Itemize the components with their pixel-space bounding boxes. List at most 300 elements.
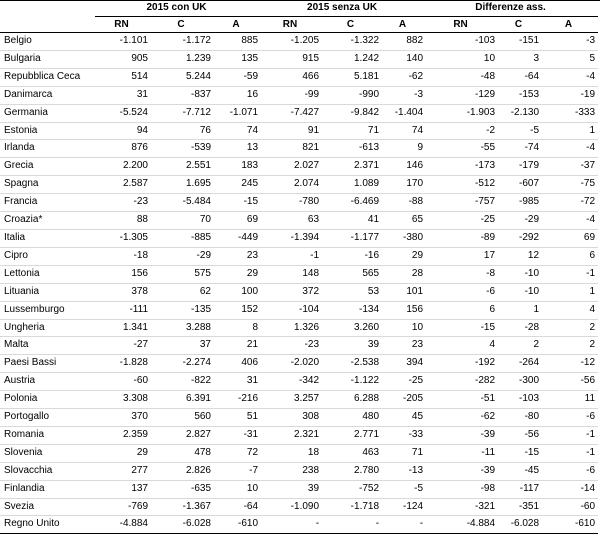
table-row [0, 462, 598, 480]
value-cell: -1.394 [290, 231, 320, 243]
value-cell: 3.257 [294, 393, 320, 405]
value-cell: 65 [411, 214, 424, 226]
value-cell: -11 [481, 446, 496, 458]
value-cell: -99 [304, 88, 320, 100]
value-cell: 1 [589, 124, 596, 136]
value-cell: -822 [190, 375, 211, 387]
value-cell: 463 [362, 446, 380, 458]
value-cell: 69 [583, 231, 596, 243]
value-cell: -64 [524, 70, 540, 82]
value-cell: -1.367 [182, 500, 211, 512]
country-cell: Belgio [4, 35, 32, 46]
value-cell: 3.260 [354, 321, 380, 333]
country-cell: Svezia [4, 500, 35, 512]
country-cell: Repubblica Ceca [4, 70, 81, 82]
country-cell: Italia [4, 231, 26, 243]
table-row [0, 301, 598, 319]
country-cell: Spagna [4, 178, 39, 190]
value-cell: 16 [246, 88, 259, 100]
value-cell: 156 [131, 267, 148, 279]
value-cell: 74 [246, 124, 259, 136]
value-cell: - [419, 518, 424, 530]
value-cell: 10 [411, 321, 424, 333]
value-cell: -29 [524, 214, 540, 226]
sub-header-rn: RN [114, 19, 129, 30]
value-cell: -752 [359, 482, 380, 494]
value-cell: -124 [403, 500, 424, 512]
value-cell: 146 [406, 160, 424, 172]
table-row [0, 212, 598, 230]
value-cell: 5 [589, 52, 596, 64]
sub-header-rn: RN [282, 19, 298, 30]
corner-cell [0, 0, 95, 17]
value-cell: 2.826 [185, 464, 211, 476]
value-cell: 23 [411, 339, 424, 351]
value-cell: -8 [486, 267, 496, 279]
value-cell: 183 [241, 160, 259, 172]
value-cell: -62 [408, 70, 424, 82]
value-cell: 18 [307, 446, 320, 458]
value-cell: -104 [299, 303, 320, 315]
value-cell: -117 [519, 482, 540, 494]
country-cell: Irlanda [4, 142, 35, 154]
value-cell: 1.695 [185, 178, 211, 190]
value-cell: 245 [241, 178, 259, 190]
table-body [0, 33, 598, 534]
table-row [0, 426, 598, 444]
table-row [0, 480, 598, 498]
value-cell: -12 [580, 357, 596, 369]
sub-header-c: C [514, 19, 523, 30]
sub-header-a: A [232, 19, 240, 30]
value-cell: 2.359 [122, 428, 148, 440]
value-cell: -111 [129, 303, 148, 315]
value-cell: -129 [475, 88, 496, 100]
value-cell: -5 [414, 482, 424, 494]
value-cell: -89 [480, 231, 496, 243]
sub-header-row [0, 17, 598, 33]
value-cell: -7.427 [290, 106, 320, 118]
value-cell: 821 [302, 142, 320, 154]
value-cell: -29 [196, 249, 211, 261]
value-cell: 74 [411, 124, 424, 136]
value-cell: 905 [131, 52, 148, 64]
table-row [0, 104, 598, 122]
value-cell: 3 [533, 52, 540, 64]
value-cell: -1.177 [350, 231, 380, 243]
value-cell: -1.101 [119, 35, 148, 46]
value-cell: -14 [580, 482, 596, 494]
value-cell: -6 [586, 464, 596, 476]
value-cell: -1.322 [350, 35, 380, 46]
value-cell: -56 [580, 375, 596, 387]
value-cell: -300 [519, 375, 540, 387]
value-cell: -75 [580, 178, 596, 190]
value-cell: 238 [302, 464, 320, 476]
group-header-con-uk: 2015 con UK [95, 0, 261, 17]
value-cell: 915 [302, 52, 320, 64]
value-cell: -28 [524, 321, 540, 333]
value-cell: -1.305 [119, 231, 148, 243]
country-cell: Grecia [4, 160, 34, 172]
value-cell: -292 [519, 231, 540, 243]
value-cell: -31 [243, 428, 259, 440]
country-cell: Danimarca [4, 88, 53, 100]
value-cell: -55 [480, 142, 496, 154]
value-cell: 277 [131, 464, 148, 476]
value-cell: 41 [367, 214, 380, 226]
value-cell: 1 [589, 285, 596, 297]
value-cell: 91 [307, 124, 320, 136]
value-cell: -380 [403, 231, 424, 243]
value-cell: -15 [243, 196, 259, 208]
value-cell: 2 [589, 321, 596, 333]
value-cell: -33 [408, 428, 424, 440]
value-cell: -56 [524, 428, 540, 440]
value-cell: -610 [575, 518, 596, 530]
value-cell: -15 [480, 321, 496, 333]
value-cell: 1.239 [185, 52, 211, 64]
value-cell: -1.205 [290, 35, 320, 46]
country-cell: Slovacchia [4, 464, 53, 476]
value-cell: 13 [246, 142, 259, 154]
value-cell: -342 [299, 375, 320, 387]
value-cell: 31 [246, 375, 259, 387]
table-row [0, 194, 598, 212]
top-rule [0, 0, 600, 1]
group-header-senza-uk: 2015 senza UK [261, 0, 426, 17]
table-row [0, 158, 598, 176]
value-cell: -2.274 [182, 357, 211, 369]
value-cell: -98 [480, 482, 496, 494]
value-cell: 70 [199, 214, 211, 226]
value-cell: -985 [519, 196, 540, 208]
value-cell: -9.842 [350, 106, 380, 118]
value-cell: 39 [307, 482, 320, 494]
country-cell: Paesi Bassi [4, 357, 57, 369]
value-cell: -4.884 [466, 518, 496, 530]
value-cell: - [375, 518, 380, 530]
value-cell: 372 [302, 285, 320, 297]
table-row [0, 498, 598, 516]
value-cell: 31 [136, 88, 148, 100]
value-cell: -103 [475, 35, 496, 46]
value-cell: 2.200 [122, 160, 148, 172]
value-cell: -51 [480, 393, 496, 405]
country-cell: Ungheria [4, 321, 45, 333]
value-cell: -6.028 [182, 518, 211, 530]
value-cell: 9 [417, 142, 424, 154]
value-cell: -103 [519, 393, 540, 405]
value-cell: 514 [131, 70, 148, 82]
value-cell: 2 [589, 339, 596, 351]
value-cell: 575 [194, 267, 211, 279]
value-cell: 62 [199, 285, 211, 297]
country-cell: Lussemburgo [4, 303, 65, 315]
table-row [0, 247, 598, 265]
table-row [0, 319, 598, 337]
value-cell: -4 [586, 142, 596, 154]
value-cell: 370 [131, 411, 148, 423]
value-cell: -205 [403, 393, 424, 405]
value-cell: -16 [364, 249, 380, 261]
value-cell: -512 [475, 178, 496, 190]
value-cell: -37 [580, 160, 596, 172]
value-cell: 1.089 [354, 178, 380, 190]
country-cell: Romania [4, 428, 45, 440]
value-cell: -1.828 [119, 357, 148, 369]
value-cell: -45 [524, 464, 540, 476]
value-cell: -60 [580, 500, 596, 512]
value-cell: -39 [480, 464, 496, 476]
value-cell: 39 [367, 339, 380, 351]
value-cell: -610 [238, 518, 259, 530]
value-cell: 6.391 [185, 393, 211, 405]
value-cell: -25 [408, 375, 424, 387]
value-cell: -216 [238, 393, 259, 405]
country-cell: Slovenia [4, 446, 43, 458]
value-cell: -539 [190, 142, 211, 154]
value-cell: -607 [519, 178, 540, 190]
country-cell: Regno Unito [4, 518, 60, 530]
value-cell: -18 [133, 249, 148, 261]
value-cell: -6.469 [350, 196, 380, 208]
value-cell: 5.244 [185, 70, 211, 82]
value-cell: 2.827 [185, 428, 211, 440]
value-cell: 378 [131, 285, 148, 297]
value-cell: 71 [367, 124, 380, 136]
value-cell: -1.903 [466, 106, 496, 118]
value-cell: 53 [367, 285, 380, 297]
table-row [0, 33, 598, 51]
value-cell: 148 [302, 267, 320, 279]
value-cell: -4 [586, 214, 596, 226]
value-cell: -135 [190, 303, 211, 315]
country-cell: Lettonia [4, 267, 40, 279]
value-cell: -2.130 [510, 106, 540, 118]
value-cell: 29 [246, 267, 259, 279]
table-row [0, 283, 598, 301]
value-cell: 11 [584, 393, 596, 405]
value-cell: 1.341 [122, 321, 148, 333]
value-cell: 3.308 [122, 393, 148, 405]
value-cell: 76 [199, 124, 211, 136]
value-cell: -2.538 [350, 357, 380, 369]
value-cell: 2.074 [294, 178, 320, 190]
value-cell: 308 [302, 411, 320, 423]
value-cell: 2.587 [122, 178, 148, 190]
country-cell: Cipro [4, 249, 28, 261]
value-cell: 478 [194, 446, 211, 458]
value-cell: 6 [589, 249, 596, 261]
value-cell: 2.551 [185, 160, 211, 172]
value-cell: 8 [252, 321, 259, 333]
value-cell: 2.771 [354, 428, 380, 440]
value-cell: -990 [359, 88, 380, 100]
value-cell: -4.884 [119, 518, 148, 530]
table-row [0, 409, 598, 427]
value-cell: 152 [241, 303, 259, 315]
value-cell: -4 [586, 70, 596, 82]
value-cell: -173 [475, 160, 496, 172]
value-cell: 4 [589, 303, 596, 315]
value-cell: -5.524 [119, 106, 148, 118]
value-cell: 10 [483, 52, 496, 64]
value-cell: -449 [238, 231, 259, 243]
value-cell: -151 [519, 35, 540, 46]
value-cell: -1 [310, 249, 320, 261]
value-cell: 394 [406, 357, 424, 369]
value-cell: 69 [246, 214, 259, 226]
value-cell: -1.122 [350, 375, 380, 387]
value-cell: 480 [362, 411, 380, 423]
value-cell: -351 [519, 500, 540, 512]
value-cell: 156 [406, 303, 424, 315]
country-cell: Bulgaria [4, 52, 41, 64]
value-cell: -13 [408, 464, 424, 476]
sub-header-rn: RN [453, 19, 468, 30]
value-cell: 170 [406, 178, 424, 190]
value-cell: -635 [190, 482, 211, 494]
table-row [0, 516, 598, 534]
value-cell: -153 [519, 88, 540, 100]
value-cell: -3 [414, 88, 424, 100]
value-cell: 29 [136, 446, 148, 458]
value-cell: 140 [406, 52, 424, 64]
value-cell: 100 [241, 285, 259, 297]
value-cell: -179 [519, 160, 540, 172]
value-cell: 885 [241, 35, 259, 46]
value-cell: 23 [246, 249, 259, 261]
value-cell: -2.020 [290, 357, 320, 369]
value-cell: 63 [307, 214, 320, 226]
value-cell: - [315, 518, 320, 530]
value-cell: -23 [133, 196, 148, 208]
value-cell: -837 [190, 88, 211, 100]
value-cell: -7.712 [182, 106, 211, 118]
value-cell: -64 [243, 500, 259, 512]
value-cell: -39 [480, 428, 496, 440]
table-row [0, 337, 598, 355]
value-cell: -15 [524, 446, 540, 458]
value-cell: 2.780 [354, 464, 380, 476]
value-cell: 101 [406, 285, 424, 297]
value-cell: -282 [475, 375, 496, 387]
value-cell: 882 [406, 35, 424, 46]
country-cell: Malta [4, 339, 29, 351]
value-cell: -25 [480, 214, 496, 226]
value-cell: 71 [411, 446, 424, 458]
group-header-row [0, 0, 598, 17]
country-cell: Portogallo [4, 411, 50, 423]
table-row [0, 444, 598, 462]
value-cell: -1 [586, 428, 596, 440]
value-cell: 406 [241, 357, 259, 369]
value-cell: 2.321 [294, 428, 320, 440]
value-cell: 72 [246, 446, 259, 458]
sub-header-c: C [346, 19, 355, 30]
value-cell: 135 [241, 52, 259, 64]
value-cell: 12 [527, 249, 540, 261]
value-cell: -6.028 [510, 518, 540, 530]
value-cell: 1.242 [354, 52, 380, 64]
value-cell: -72 [580, 196, 596, 208]
value-cell: 1 [533, 303, 540, 315]
value-cell: 4 [489, 339, 496, 351]
value-cell: -10 [524, 267, 540, 279]
value-cell: 17 [483, 249, 496, 261]
value-cell: -1.718 [350, 500, 380, 512]
value-cell: 5.181 [354, 70, 380, 82]
value-cell: -1.172 [182, 35, 211, 46]
sub-header-c: C [177, 19, 185, 30]
table-row [0, 86, 598, 104]
value-cell: -192 [475, 357, 496, 369]
table-row [0, 50, 598, 68]
value-cell: -2 [486, 124, 496, 136]
value-cell: 10 [246, 482, 259, 494]
value-cell: -613 [359, 142, 380, 154]
value-cell: 37 [199, 339, 211, 351]
value-cell: -5 [530, 124, 540, 136]
value-cell: 876 [131, 142, 148, 154]
value-cell: -60 [133, 375, 148, 387]
country-cell: Finlandia [4, 482, 45, 494]
value-cell: -757 [475, 196, 496, 208]
value-cell: -134 [359, 303, 380, 315]
value-cell: -48 [480, 70, 496, 82]
table-row [0, 229, 598, 247]
value-cell: -1 [586, 267, 596, 279]
value-cell: 6.288 [354, 393, 380, 405]
value-cell: -264 [519, 357, 540, 369]
value-cell: 565 [362, 267, 380, 279]
value-cell: 88 [136, 214, 148, 226]
value-cell: 94 [136, 124, 148, 136]
table-row [0, 391, 598, 409]
value-cell: 28 [411, 267, 424, 279]
value-cell: -1 [586, 446, 596, 458]
country-cell: Lituania [4, 285, 40, 297]
value-cell: 3.288 [185, 321, 211, 333]
country-cell: Austria [4, 375, 36, 387]
country-cell: Francia [4, 196, 38, 208]
value-cell: -10 [524, 285, 540, 297]
table-row [0, 122, 598, 140]
value-cell: -80 [524, 411, 540, 423]
value-cell: -1.090 [290, 500, 320, 512]
sub-header-a: A [564, 19, 573, 30]
sub-header-a: A [398, 19, 407, 30]
value-cell: -1.404 [394, 106, 424, 118]
table-row [0, 140, 598, 158]
value-cell: -3 [586, 35, 596, 46]
value-cell: -5.484 [182, 196, 211, 208]
value-cell: -88 [408, 196, 424, 208]
value-cell: -59 [243, 70, 259, 82]
country-cell: Estonia [4, 124, 38, 136]
value-cell: -769 [127, 500, 148, 512]
value-cell: 2.027 [294, 160, 320, 172]
country-cell: Polonia [4, 393, 38, 405]
value-cell: -885 [190, 231, 211, 243]
value-cell: -333 [575, 106, 596, 118]
value-cell: 21 [246, 339, 259, 351]
value-cell: 45 [411, 411, 424, 423]
value-cell: 2 [533, 339, 540, 351]
sub-header-blank [0, 17, 95, 33]
value-cell: 51 [246, 411, 259, 423]
